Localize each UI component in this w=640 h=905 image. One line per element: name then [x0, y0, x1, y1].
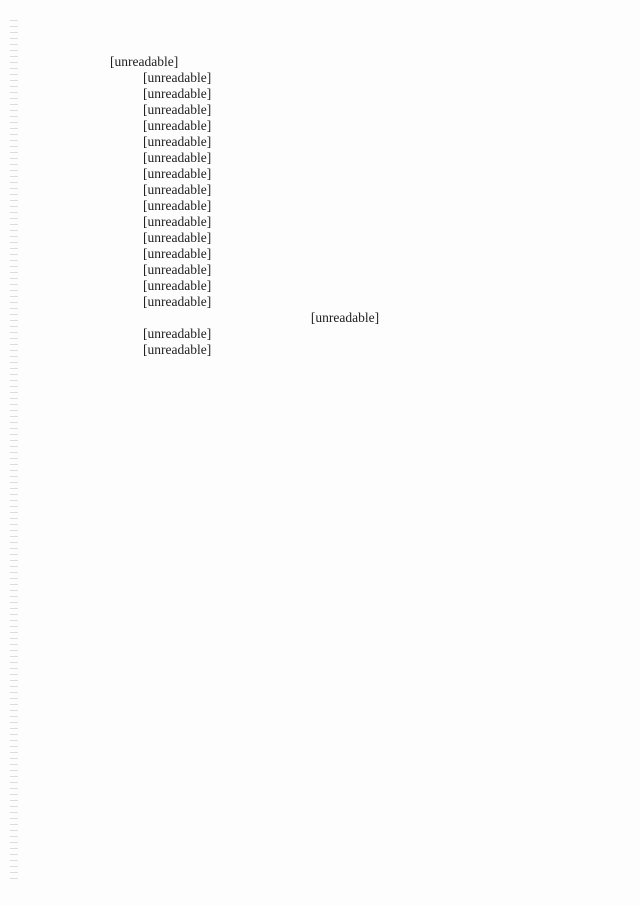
- section-heading: [unreadable]: [310, 310, 380, 325]
- paragraph: [unreadable]: [143, 246, 212, 261]
- paragraph: [unreadable]: [143, 262, 212, 277]
- paragraph: [unreadable]: [143, 214, 212, 229]
- paragraph: [unreadable]: [143, 134, 212, 149]
- paragraph: [unreadable]: [110, 54, 179, 69]
- paragraph: [unreadable]: [143, 278, 212, 293]
- binding-margin-marks: [10, 20, 18, 880]
- paragraph: [unreadable]: [143, 150, 212, 165]
- paragraph: [unreadable]: [143, 230, 212, 245]
- paragraph: [unreadable]: [143, 70, 212, 85]
- document-body: [110, 54, 580, 358]
- paragraph: [unreadable]: [143, 294, 212, 309]
- paragraph: [unreadable]: [143, 198, 212, 213]
- paragraph: [unreadable]: [143, 86, 212, 101]
- paragraph: [unreadable]: [143, 102, 212, 117]
- paragraph: [unreadable]: [143, 342, 212, 357]
- paragraph: [unreadable]: [143, 118, 212, 133]
- paragraph: [unreadable]: [143, 166, 212, 181]
- paragraph: [unreadable]: [143, 326, 212, 341]
- paragraph: [unreadable]: [143, 182, 212, 197]
